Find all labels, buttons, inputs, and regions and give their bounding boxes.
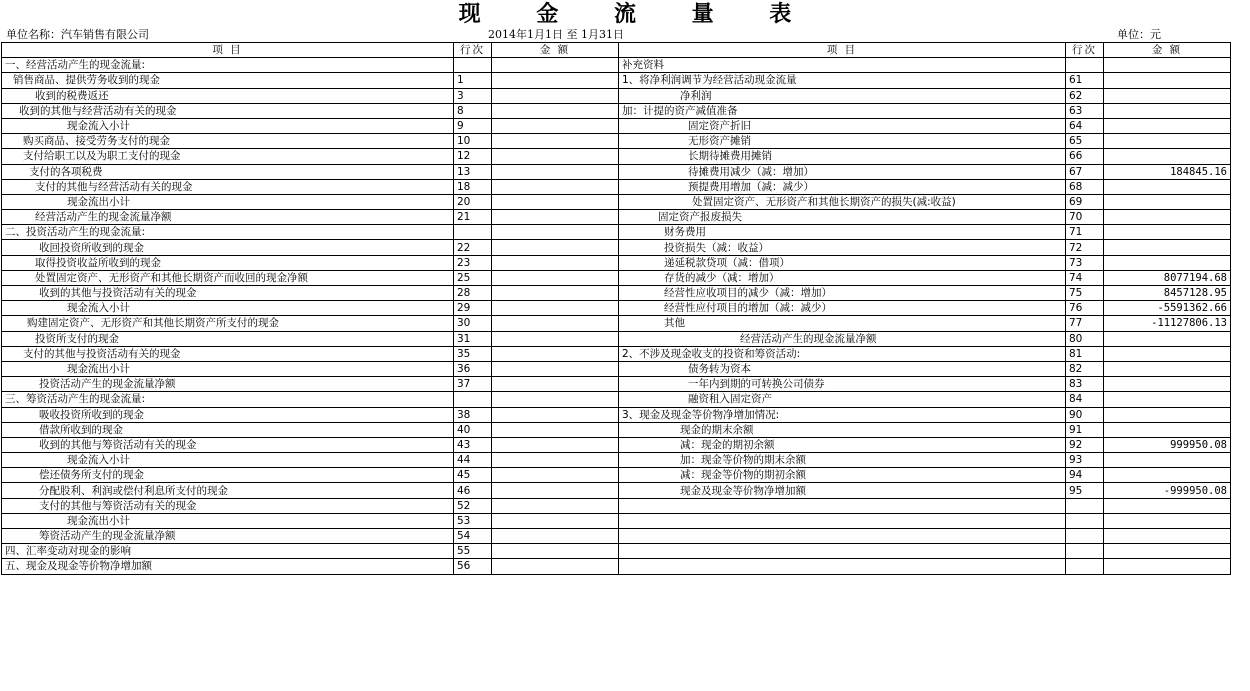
right-item-cell [619, 498, 1066, 513]
right-amount-cell [1104, 210, 1231, 225]
left-item-cell: 支付的其他与投资活动有关的现金 [2, 346, 454, 361]
left-line-number-cell: 40 [454, 422, 492, 437]
left-line-number-cell: 10 [454, 134, 492, 149]
right-item-cell: 固定资产折旧 [619, 118, 1066, 133]
left-line-number-cell: 53 [454, 513, 492, 528]
right-line-number-cell: 70 [1066, 210, 1104, 225]
right-item-cell: 补充资料 [619, 58, 1066, 73]
left-amount-cell [492, 301, 619, 316]
right-amount-cell: -999950.08 [1104, 483, 1231, 498]
right-line-number-cell: 82 [1066, 361, 1104, 376]
right-item-cell: 预提费用增加（减：减少） [619, 179, 1066, 194]
right-item-cell: 投资损失（减：收益） [619, 240, 1066, 255]
right-line-number-cell [1066, 498, 1104, 513]
right-line-number-cell: 67 [1066, 164, 1104, 179]
left-item-cell: 支付的各项税费 [2, 164, 454, 179]
left-amount-cell [492, 392, 619, 407]
left-line-number-cell: 3 [454, 88, 492, 103]
right-item-cell: 加：现金等价物的期末余额 [619, 453, 1066, 468]
left-amount-cell [492, 58, 619, 73]
right-item-header: 项 目 [619, 43, 1066, 58]
left-amount-cell [492, 529, 619, 544]
cash-flow-table [1, 42, 1231, 575]
right-line-number-cell: 64 [1066, 118, 1104, 133]
right-item-cell [619, 559, 1066, 574]
left-line-number-cell: 28 [454, 286, 492, 301]
table-row [2, 483, 1231, 498]
left-line-number-cell: 35 [454, 346, 492, 361]
left-amount-cell [492, 134, 619, 149]
right-line-number-cell: 72 [1066, 240, 1104, 255]
left-line-number-cell: 52 [454, 498, 492, 513]
left-amount-cell [492, 210, 619, 225]
right-item-cell [619, 529, 1066, 544]
right-amount-cell: -5591362.66 [1104, 301, 1231, 316]
left-amount-cell [492, 346, 619, 361]
right-item-cell: 待摊费用减少（减：增加） [619, 164, 1066, 179]
left-amount-cell [492, 437, 619, 452]
right-amount-cell [1104, 346, 1231, 361]
left-amount-cell [492, 453, 619, 468]
table-row [2, 453, 1231, 468]
table-row [2, 134, 1231, 149]
right-amount-cell [1104, 361, 1231, 376]
right-amount-cell [1104, 331, 1231, 346]
right-line-number-cell: 75 [1066, 286, 1104, 301]
right-line-number-cell: 62 [1066, 88, 1104, 103]
table-row [2, 58, 1231, 73]
left-amount-cell [492, 544, 619, 559]
left-item-cell: 分配股利、利润或偿付利息所支付的现金 [2, 483, 454, 498]
left-amount-cell [492, 316, 619, 331]
left-amount-cell [492, 498, 619, 513]
right-item-cell: 债务转为资本 [619, 361, 1066, 376]
right-item-cell: 经营性应收项目的减少（减：增加） [619, 286, 1066, 301]
left-item-cell: 购建固定资产、无形资产和其他长期资产所支付的现金 [2, 316, 454, 331]
date-range-label: 2014年1月1日 至 1月31日 [488, 28, 624, 41]
right-amount-cell [1104, 103, 1231, 118]
right-line-number-cell: 91 [1066, 422, 1104, 437]
table-row [2, 194, 1231, 209]
left-item-cell: 现金流入小计 [2, 453, 454, 468]
left-amount-cell [492, 149, 619, 164]
left-line-number-cell: 20 [454, 194, 492, 209]
left-line-number-cell: 45 [454, 468, 492, 483]
left-line-number-cell: 12 [454, 149, 492, 164]
right-line-number-cell [1066, 559, 1104, 574]
right-line-number-cell [1066, 544, 1104, 559]
right-item-cell: 财务费用 [619, 225, 1066, 240]
left-item-cell: 取得投资收益所收到的现金 [2, 255, 454, 270]
right-item-cell: 固定资产报废损失 [619, 210, 1066, 225]
table-row [2, 316, 1231, 331]
left-line-number-cell: 30 [454, 316, 492, 331]
right-line-number-cell: 71 [1066, 225, 1104, 240]
unit-name-label: 单位名称：汽车销售有限公司 [6, 28, 149, 41]
left-line-number-cell: 18 [454, 179, 492, 194]
right-amount-cell [1104, 73, 1231, 88]
left-line-number-cell: 8 [454, 103, 492, 118]
right-amount-header: 金 额 [1104, 43, 1231, 58]
table-row [2, 377, 1231, 392]
left-amount-cell [492, 407, 619, 422]
left-item-cell: 二、投资活动产生的现金流量: [2, 225, 454, 240]
left-amount-cell [492, 179, 619, 194]
left-amount-cell [492, 361, 619, 376]
table-row [2, 468, 1231, 483]
left-line-number-cell: 13 [454, 164, 492, 179]
left-amount-cell [492, 468, 619, 483]
left-amount-cell [492, 118, 619, 133]
right-item-cell [619, 513, 1066, 528]
left-item-cell: 购买商品、接受劳务支付的现金 [2, 134, 454, 149]
left-line-number-cell: 44 [454, 453, 492, 468]
right-item-cell [619, 544, 1066, 559]
right-item-cell: 加：计提的资产减值准备 [619, 103, 1066, 118]
right-item-cell: 减：现金的期初余额 [619, 437, 1066, 452]
right-amount-cell [1104, 407, 1231, 422]
left-item-cell: 借款所收到的现金 [2, 422, 454, 437]
left-item-cell: 收到的税费返还 [2, 88, 454, 103]
left-line-number-cell: 25 [454, 270, 492, 285]
right-line-number-cell: 65 [1066, 134, 1104, 149]
right-amount-cell [1104, 149, 1231, 164]
left-line-number-cell: 37 [454, 377, 492, 392]
right-amount-cell [1104, 225, 1231, 240]
table-row [2, 164, 1231, 179]
table-row [2, 301, 1231, 316]
right-line-number-cell: 69 [1066, 194, 1104, 209]
left-item-cell: 现金流出小计 [2, 194, 454, 209]
left-amount-cell [492, 240, 619, 255]
right-line-number-cell: 90 [1066, 407, 1104, 422]
table-row [2, 498, 1231, 513]
right-line-header: 行次 [1066, 43, 1104, 58]
left-item-cell: 四、汇率变动对现金的影响 [2, 544, 454, 559]
left-amount-cell [492, 377, 619, 392]
right-amount-cell [1104, 88, 1231, 103]
left-item-cell: 五、现金及现金等价物净增加额 [2, 559, 454, 574]
right-item-cell: 经营活动产生的现金流量净额 [619, 331, 1066, 346]
right-amount-cell [1104, 392, 1231, 407]
left-amount-cell [492, 513, 619, 528]
right-item-cell: 其他 [619, 316, 1066, 331]
right-line-number-cell: 94 [1066, 468, 1104, 483]
right-amount-cell [1104, 240, 1231, 255]
left-item-cell: 吸收投资所收到的现金 [2, 407, 454, 422]
left-item-cell: 收到的其他与投资活动有关的现金 [2, 286, 454, 301]
right-line-number-cell: 95 [1066, 483, 1104, 498]
left-line-number-cell: 38 [454, 407, 492, 422]
right-item-cell: 1、将净利润调节为经营活动现金流量 [619, 73, 1066, 88]
table-row [2, 513, 1231, 528]
right-amount-cell: 8457128.95 [1104, 286, 1231, 301]
table-row [2, 255, 1231, 270]
right-amount-cell: 999950.08 [1104, 437, 1231, 452]
right-line-number-cell: 92 [1066, 437, 1104, 452]
table-row [2, 422, 1231, 437]
left-amount-cell [492, 422, 619, 437]
left-line-number-cell: 43 [454, 437, 492, 452]
left-line-number-cell: 31 [454, 331, 492, 346]
left-amount-cell [492, 559, 619, 574]
report-title: 现 金 流 量 表 [458, 1, 816, 27]
table-row [2, 437, 1231, 452]
right-item-cell: 融资租入固定资产 [619, 392, 1066, 407]
right-line-number-cell: 61 [1066, 73, 1104, 88]
right-line-number-cell: 81 [1066, 346, 1104, 361]
left-item-cell: 支付的其他与筹资活动有关的现金 [2, 498, 454, 513]
right-amount-cell [1104, 422, 1231, 437]
right-line-number-cell: 74 [1066, 270, 1104, 285]
right-line-number-cell: 83 [1066, 377, 1104, 392]
right-item-cell: 存货的减少（减：增加） [619, 270, 1066, 285]
table-row [2, 361, 1231, 376]
right-item-cell: 净利润 [619, 88, 1066, 103]
right-line-number-cell: 77 [1066, 316, 1104, 331]
right-amount-cell [1104, 513, 1231, 528]
left-item-cell: 投资活动产生的现金流量净额 [2, 377, 454, 392]
right-item-cell: 无形资产摊销 [619, 134, 1066, 149]
left-amount-cell [492, 255, 619, 270]
left-item-cell: 一、经营活动产生的现金流量: [2, 58, 454, 73]
right-item-cell: 现金的期末余额 [619, 422, 1066, 437]
right-line-number-cell: 66 [1066, 149, 1104, 164]
table-body [2, 58, 1231, 574]
left-line-number-cell: 29 [454, 301, 492, 316]
right-line-number-cell: 63 [1066, 103, 1104, 118]
left-amount-cell [492, 483, 619, 498]
left-line-number-cell: 54 [454, 529, 492, 544]
table-row [2, 179, 1231, 194]
left-item-cell: 现金流入小计 [2, 118, 454, 133]
left-item-cell: 现金流出小计 [2, 513, 454, 528]
right-line-number-cell: 93 [1066, 453, 1104, 468]
right-amount-cell: -11127806.13 [1104, 316, 1231, 331]
table-row [2, 118, 1231, 133]
table-row [2, 331, 1231, 346]
header-row [2, 43, 1231, 58]
table-row [2, 149, 1231, 164]
left-item-cell: 现金流出小计 [2, 361, 454, 376]
left-item-cell: 偿还债务所支付的现金 [2, 468, 454, 483]
table-row [2, 346, 1231, 361]
right-item-cell: 递延税款贷项（减：借项） [619, 255, 1066, 270]
left-line-number-cell [454, 392, 492, 407]
table-row [2, 270, 1231, 285]
table-row [2, 559, 1231, 574]
right-line-number-cell [1066, 513, 1104, 528]
right-item-cell: 长期待摊费用摊销 [619, 149, 1066, 164]
right-amount-cell: 184845.16 [1104, 164, 1231, 179]
left-item-cell: 支付的其他与经营活动有关的现金 [2, 179, 454, 194]
left-item-cell: 收回投资所收到的现金 [2, 240, 454, 255]
right-item-cell: 一年内到期的可转换公司债券 [619, 377, 1066, 392]
table-row [2, 392, 1231, 407]
right-item-cell: 处置固定资产、无形资产和其他长期资产的损失(减:收益) [619, 194, 1066, 209]
left-item-cell: 三、筹资活动产生的现金流量: [2, 392, 454, 407]
table-row [2, 529, 1231, 544]
right-amount-cell [1104, 118, 1231, 133]
left-item-cell: 现金流入小计 [2, 301, 454, 316]
right-item-cell: 减：现金等价物的期初余额 [619, 468, 1066, 483]
right-line-number-cell [1066, 58, 1104, 73]
right-item-cell: 3、现金及现金等价物净增加情况: [619, 407, 1066, 422]
right-amount-cell [1104, 58, 1231, 73]
right-item-cell: 现金及现金等价物净增加额 [619, 483, 1066, 498]
left-item-header: 项 目 [2, 43, 454, 58]
right-amount-cell [1104, 377, 1231, 392]
left-line-number-cell: 1 [454, 73, 492, 88]
left-line-number-cell: 21 [454, 210, 492, 225]
left-item-cell: 销售商品、提供劳务收到的现金 [2, 73, 454, 88]
right-line-number-cell: 76 [1066, 301, 1104, 316]
right-line-number-cell: 80 [1066, 331, 1104, 346]
right-amount-cell [1104, 453, 1231, 468]
left-item-cell: 投资所支付的现金 [2, 331, 454, 346]
left-line-number-cell [454, 58, 492, 73]
left-line-number-cell: 55 [454, 544, 492, 559]
right-line-number-cell: 84 [1066, 392, 1104, 407]
left-item-cell: 经营活动产生的现金流量净额 [2, 210, 454, 225]
right-amount-cell [1104, 255, 1231, 270]
left-amount-cell [492, 73, 619, 88]
left-amount-cell [492, 225, 619, 240]
table-row [2, 210, 1231, 225]
left-line-number-cell: 23 [454, 255, 492, 270]
right-amount-cell [1104, 529, 1231, 544]
left-line-number-cell: 9 [454, 118, 492, 133]
left-amount-cell [492, 286, 619, 301]
left-item-cell: 处置固定资产、无形资产和其他长期资产而收回的现金净额 [2, 270, 454, 285]
right-amount-cell [1104, 134, 1231, 149]
right-line-number-cell: 68 [1066, 179, 1104, 194]
left-amount-cell [492, 194, 619, 209]
right-amount-cell [1104, 498, 1231, 513]
left-amount-cell [492, 103, 619, 118]
left-item-cell: 支付给职工以及为职工支付的现金 [2, 149, 454, 164]
right-amount-cell [1104, 544, 1231, 559]
left-amount-cell [492, 88, 619, 103]
table-row [2, 225, 1231, 240]
left-amount-cell [492, 164, 619, 179]
left-line-number-cell: 22 [454, 240, 492, 255]
left-amount-header: 金 额 [492, 43, 619, 58]
table-row [2, 286, 1231, 301]
left-item-cell: 收到的其他与筹资活动有关的现金 [2, 437, 454, 452]
left-line-number-cell: 46 [454, 483, 492, 498]
table-row [2, 240, 1231, 255]
table-row [2, 73, 1231, 88]
left-amount-cell [492, 270, 619, 285]
table-row [2, 544, 1231, 559]
left-line-header: 行次 [454, 43, 492, 58]
table-row [2, 103, 1231, 118]
right-line-number-cell: 73 [1066, 255, 1104, 270]
left-item-cell: 筹资活动产生的现金流量净额 [2, 529, 454, 544]
right-amount-cell [1104, 468, 1231, 483]
right-amount-cell: 8077194.68 [1104, 270, 1231, 285]
right-amount-cell [1104, 559, 1231, 574]
right-amount-cell [1104, 179, 1231, 194]
left-line-number-cell: 36 [454, 361, 492, 376]
left-line-number-cell: 56 [454, 559, 492, 574]
left-item-cell: 收到的其他与经营活动有关的现金 [2, 103, 454, 118]
table-row [2, 407, 1231, 422]
left-line-number-cell [454, 225, 492, 240]
right-item-cell: 经营性应付项目的增加（减：减少） [619, 301, 1066, 316]
right-line-number-cell [1066, 529, 1104, 544]
right-amount-cell [1104, 194, 1231, 209]
table-row [2, 88, 1231, 103]
left-amount-cell [492, 331, 619, 346]
currency-unit-label: 单位：元 [1117, 28, 1161, 41]
right-item-cell: 2、不涉及现金收支的投资和筹资活动: [619, 346, 1066, 361]
